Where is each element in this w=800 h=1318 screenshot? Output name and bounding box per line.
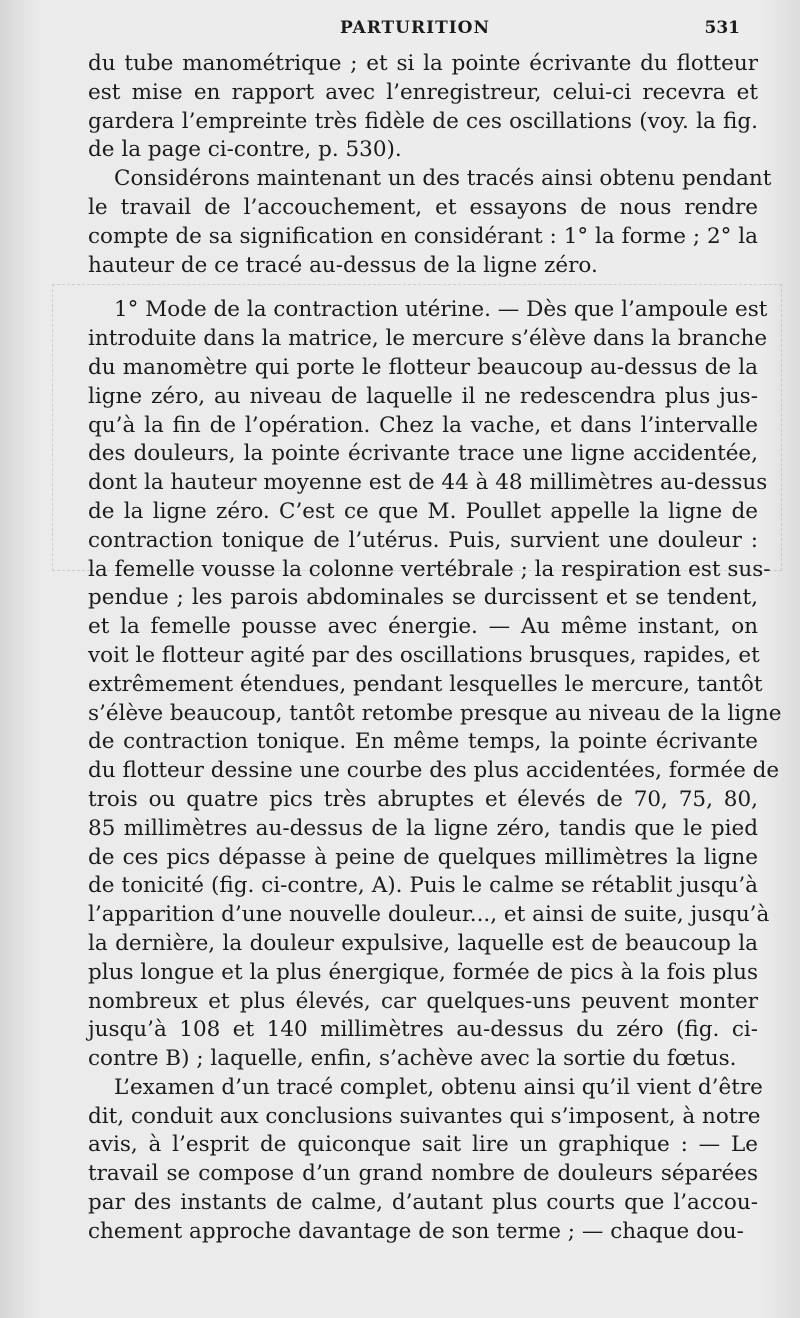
text-line: de contraction tonique. En même temps, la pointe écrivante [88, 729, 758, 755]
running-title: PARTURITION [339, 18, 491, 38]
text-line: des douleurs, la pointe écrivante trace une ligne accidentée, [88, 441, 758, 467]
text-line: dit, conduit aux conclusions suivantes qui s’imposent, à notre [88, 1103, 761, 1129]
text-line: ligne zéro, au niveau de laquelle il ne redescendra plus jus- [88, 383, 758, 409]
text-line: 1° Mode de la contraction utérine. — Dès que l’ampoule est [114, 297, 768, 323]
text-line: voit le flotteur agité par des oscillations brusques, rapides, et [88, 642, 760, 668]
text-line: extrêmement étendues, pendant lesquelles le mercure, tantôt [88, 671, 763, 697]
section-gap [88, 280, 758, 296]
text-line: de la page ci-contre, p. 530). [88, 137, 402, 163]
paragraph [88, 1074, 763, 1247]
text-line: compte de sa signification en considérant : 1° la forme ; 2° la [88, 223, 758, 249]
text-line: et la femelle pousse avec énergie. — Au même instant, on [88, 614, 758, 640]
text-line: travail se compose d’un grand nombre de douleurs séparées [88, 1161, 758, 1187]
text-line: de ces pics dépasse à peine de quelques millimètres la ligne [88, 844, 758, 870]
text-line: est mise en rapport avec l’enregistreur, celui-ci recevra et [88, 79, 758, 105]
text-line: le travail de l’accouchement, et essayons de nous rendre [88, 194, 758, 220]
page-header [90, 18, 740, 48]
text-line: gardera l’empreinte très fidèle de ces oscillations (voy. la fig. [88, 108, 758, 134]
text-line: la dernière, la douleur expulsive, laquelle est de beaucoup la [88, 930, 758, 956]
paragraph [88, 296, 782, 1074]
text-line: du flotteur dessine une courbe des plus accidentées, formée de [88, 758, 780, 784]
text-line: hauteur de ce tracé au-dessus de la ligne zéro. [88, 252, 598, 278]
text-line: qu’à la fin de l’opération. Chez la vache, et dans l’intervalle [88, 412, 758, 438]
text-line: de la ligne zéro. C’est ce que M. Poullet appelle la ligne de [88, 498, 758, 524]
text-line: la femelle vousse la colonne vertébrale ; la respiration est sus- [88, 556, 771, 582]
text-line: plus longue et la plus énergique, formée de pics à la fois plus [88, 959, 758, 985]
text-line: pendue ; les parois abdominales se durcissent et se tendent, [88, 585, 758, 611]
text-line: par des instants de calme, d’autant plus courts que l’accou- [88, 1190, 758, 1216]
text-line: nombreux et plus élevés, car quelques-uns peuvent monter [88, 988, 758, 1014]
text-line: chement approche davantage de son terme ; — chaque dou- [88, 1218, 744, 1244]
body-text [88, 50, 782, 1247]
text-line: introduite dans la matrice, le mercure s’élève dans la branche [88, 326, 768, 352]
text-line: 85 millimètres au-dessus de la ligne zéro, tandis que le pied [88, 815, 758, 841]
text-line: s’élève beaucoup, tantôt retombe presque au niveau de la ligne [88, 700, 782, 726]
paragraph [88, 165, 772, 280]
text-line: jusqu’à 108 et 140 millimètres au-dessus du zéro (fig. ci- [88, 1017, 758, 1043]
page-number: 531 [704, 18, 740, 38]
text-line: dont la hauteur moyenne est de 44 à 48 millimètres au-dessus [88, 470, 768, 496]
paragraph [88, 50, 758, 165]
text-line: avis, à l’esprit de quiconque sait lire un graphique : — Le [88, 1132, 758, 1158]
text-line: trois ou quatre pics très abruptes et élevés de 70, 75, 80, [88, 786, 758, 812]
text-line: contraction tonique de l’utérus. Puis, survient une douleur : [88, 527, 758, 553]
text-line: contre B) ; laquelle, enfin, s’achève avec la sortie du fœtus. [88, 1046, 737, 1072]
text-line: du tube manométrique ; et si la pointe écrivante du flotteur [88, 51, 758, 76]
text-line: Considérons maintenant un des tracés ainsi obtenu pendant [114, 166, 772, 192]
text-line: L’examen d’un tracé complet, obtenu ainsi qu’il vient d’être [114, 1074, 763, 1100]
text-line: l’apparition d’une nouvelle douleur..., et ainsi de suite, jusqu’à [88, 902, 770, 928]
text-line: du manomètre qui porte le flotteur beaucoup au-dessus de la [88, 354, 758, 380]
text-line: de tonicité (fig. ci-contre, A). Puis le calme se rétablit jusqu’à [88, 873, 758, 899]
